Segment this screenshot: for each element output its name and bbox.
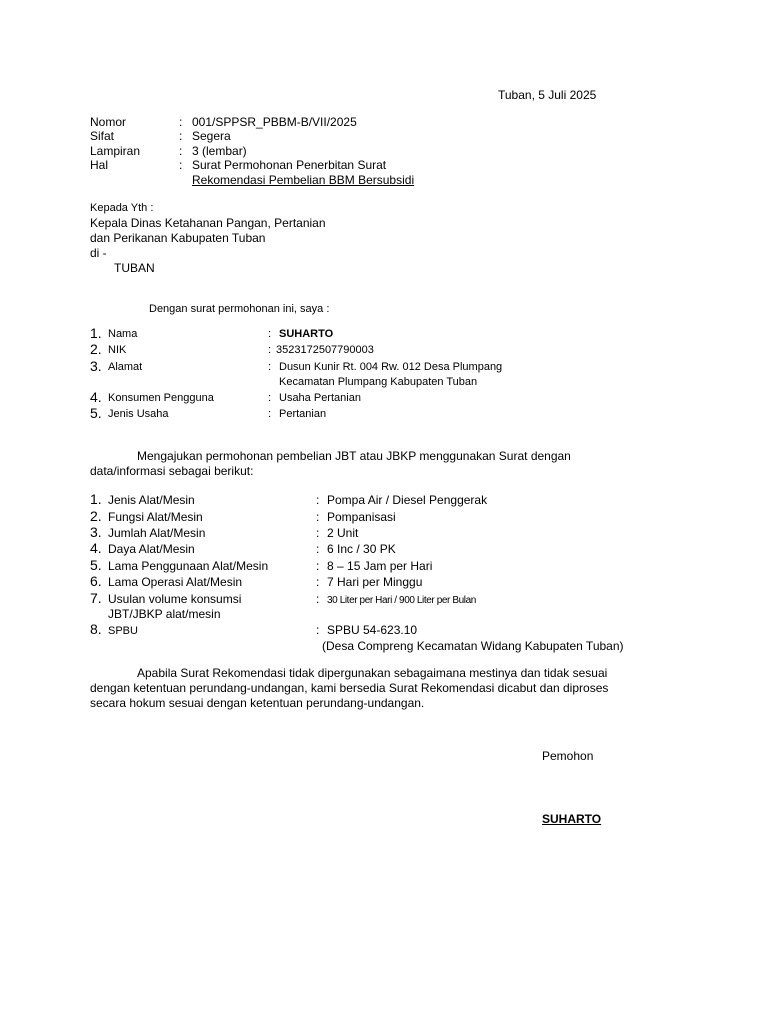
field-colon: : xyxy=(268,344,272,356)
applicant-label: Nama xyxy=(108,328,138,340)
list-item-number: 2. xyxy=(90,341,102,357)
header-value-lampiran: 3 (lembar) xyxy=(192,144,247,158)
list-item-number: 7. xyxy=(90,590,102,606)
header-label-lampiran: Lampiran xyxy=(90,144,141,158)
header-label-hal: Hal xyxy=(90,158,109,172)
machine-value: 6 Inc / 30 PK xyxy=(327,542,396,556)
applicant-nik-value: 3523172507790003 xyxy=(276,344,374,356)
applicant-address-line2: Kecamatan Plumpang Kabupaten Tuban xyxy=(279,376,478,388)
machine-value: 8 – 15 Jam per Hari xyxy=(327,559,433,573)
field-colon: : xyxy=(268,361,272,373)
machine-label: Usulan volume konsumsi xyxy=(108,592,242,606)
field-colon: : xyxy=(316,559,320,573)
request-paragraph-line1: Mengajukan permohonan pembelian JBT atau JBKP menggunakan Surat dengan xyxy=(137,449,571,463)
header-value-sifat: Segera xyxy=(192,129,231,143)
recipient-greeting: Kepada Yth : xyxy=(90,202,154,214)
header-label-nomor: Nomor xyxy=(90,115,127,129)
field-colon: : xyxy=(316,575,320,589)
signature-role: Pemohon xyxy=(542,749,594,763)
letter-date: Tuban, 5 Juli 2025 xyxy=(498,88,597,102)
header-colon: : xyxy=(179,144,183,158)
list-item-number: 4. xyxy=(90,389,102,405)
field-colon: : xyxy=(316,493,320,507)
applicant-name-value: SUHARTO xyxy=(279,328,334,340)
closing-paragraph-line: secara hokum sesuai dengan ketentuan perundang-undangan. xyxy=(90,696,425,710)
field-colon: : xyxy=(316,542,320,556)
field-colon: : xyxy=(268,328,272,340)
machine-label: SPBU xyxy=(108,625,138,637)
applicant-label: NIK xyxy=(108,344,127,356)
applicant-address-value: Dusun Kunir Rt. 004 Rw. 012 Desa Plumpang xyxy=(279,361,503,373)
machine-value: Pompa Air / Diesel Penggerak xyxy=(327,493,488,507)
list-item-number: 1. xyxy=(90,491,102,507)
machine-value: Pompanisasi xyxy=(327,510,396,524)
field-colon: : xyxy=(316,526,320,540)
machine-label-line2: JBT/JBKP alat/mesin xyxy=(108,607,221,621)
list-item-number: 5. xyxy=(90,557,102,573)
machine-value: 30 Liter per Hari / 900 Liter per Bulan xyxy=(327,595,476,606)
applicant-label: Konsumen Pengguna xyxy=(108,392,214,404)
header-colon: : xyxy=(179,115,183,129)
applicant-label: Alamat xyxy=(108,361,143,373)
list-item-number: 2. xyxy=(90,508,102,524)
header-value-hal: Surat Permohonan Penerbitan Surat xyxy=(192,158,387,172)
list-item-number: 6. xyxy=(90,573,102,589)
field-colon: : xyxy=(268,392,272,404)
recipient-line: di - xyxy=(90,246,107,260)
header-value-nomor: 001/SPPSR_PBBM-B/VII/2025 xyxy=(192,115,357,129)
applicant-consumer-value: Usaha Pertanian xyxy=(279,392,361,404)
closing-paragraph-line: dengan ketentuan perundang-undangan, kami bersedia Surat Rekomendasi dicabut dan diproses xyxy=(90,681,609,695)
machine-value: 2 Unit xyxy=(327,526,359,540)
recipient-city: TUBAN xyxy=(114,261,155,275)
header-label-sifat: Sifat xyxy=(90,129,115,143)
intro-text: Dengan surat permohonan ini, saya : xyxy=(149,303,330,315)
list-item-number: 3. xyxy=(90,524,102,540)
spbu-location: (Desa Compreng Kecamatan Widang Kabupaten Tuban) xyxy=(322,639,624,653)
field-colon: : xyxy=(268,408,272,420)
header-colon: : xyxy=(179,129,183,143)
recipient-line: Kepala Dinas Ketahanan Pangan, Pertanian xyxy=(90,216,326,230)
machine-label: Lama Operasi Alat/Mesin xyxy=(108,575,243,589)
header-colon: : xyxy=(179,158,183,172)
list-item-number: 4. xyxy=(90,540,102,556)
field-colon: : xyxy=(316,510,320,524)
signature-name: SUHARTO xyxy=(542,812,602,826)
field-colon: : xyxy=(316,592,320,606)
field-colon: : xyxy=(316,623,320,637)
closing-paragraph-line: Apabila Surat Rekomendasi tidak dipergunakan sebagaimana mestinya dan tidak sesuai xyxy=(137,666,608,680)
machine-value: 7 Hari per Minggu xyxy=(327,575,423,589)
spbu-value: SPBU 54-623.10 xyxy=(327,623,418,637)
list-item-number: 1. xyxy=(90,325,102,341)
machine-label: Daya Alat/Mesin xyxy=(108,542,195,556)
machine-label: Jenis Alat/Mesin xyxy=(108,493,195,507)
machine-label: Fungsi Alat/Mesin xyxy=(108,510,203,524)
machine-label: Jumlah Alat/Mesin xyxy=(108,526,206,540)
applicant-business-value: Pertanian xyxy=(279,408,327,420)
applicant-label: Jenis Usaha xyxy=(108,408,169,420)
list-item-number: 8. xyxy=(90,621,102,637)
request-paragraph-line2: data/informasi sebagai berikut: xyxy=(90,464,254,478)
machine-label: Lama Penggunaan Alat/Mesin xyxy=(108,559,269,573)
list-item-number: 3. xyxy=(90,358,102,374)
list-item-number: 5. xyxy=(90,405,102,421)
header-value-hal-line2: Rekomendasi Pembelian BBM Bersubsidi xyxy=(192,173,415,187)
recipient-line: dan Perikanan Kabupaten Tuban xyxy=(90,231,266,245)
